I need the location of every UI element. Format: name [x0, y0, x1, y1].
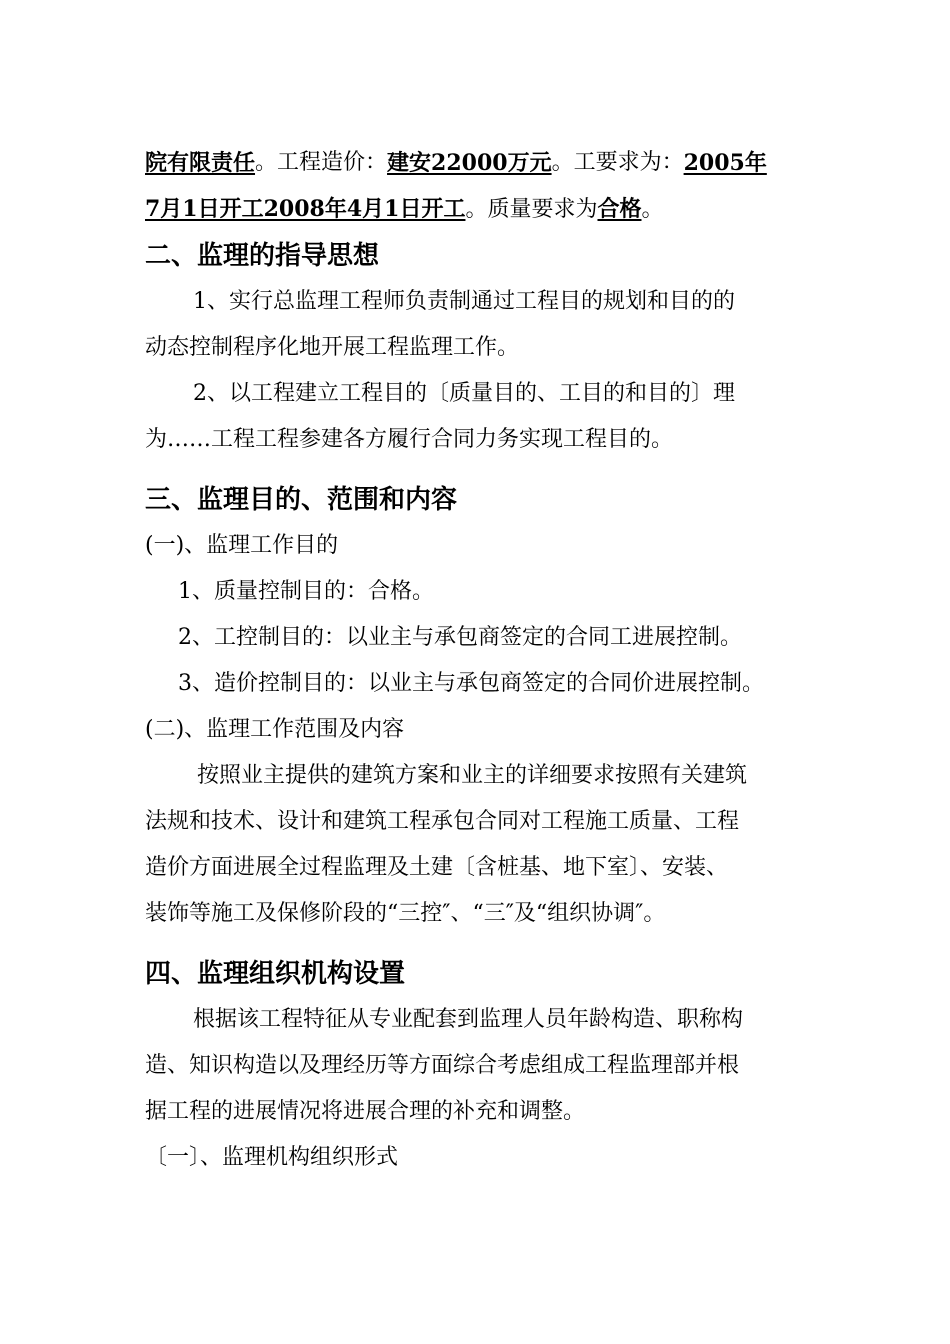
paragraph-line: 2、以工程建立工程目的〔质量目的、工目的和目的〕理: [193, 381, 735, 406]
intro-company: 院有限责任: [145, 150, 256, 176]
paragraph-line: 根据该工程特征从专业配套到监理人员年龄构造、职称构: [193, 1007, 744, 1032]
intro-cost-value: 建安22000万元: [387, 150, 552, 176]
paragraph-line: 据工程的进展情况将进展合理的补充和调整。: [145, 1099, 586, 1124]
subsection-title: (一)、监理工作目的: [145, 533, 339, 558]
intro-start-year: 2005年: [683, 150, 767, 176]
intro-cost-label: 。工程造价：: [255, 150, 388, 175]
paragraph-line: 装饰等施工及保修阶段的“三控″、“三″及“组织协调″。: [145, 901, 666, 926]
list-item: 2、工控制目的：以业主与承包商签定的合同工进展控制。: [178, 625, 742, 650]
list-item: 3、造价控制目的：以业主与承包商签定的合同价进展控制。: [178, 671, 764, 696]
document-body: [145, 140, 810, 1181]
paragraph-line: 动态控制程序化地开展工程监理工作。: [145, 335, 520, 360]
intro-period: 。: [641, 197, 664, 222]
intro-line-1: [145, 140, 810, 186]
intro-line-2: [145, 186, 810, 233]
subsection-title: 〔一〕、监理机构组织形式: [145, 1145, 399, 1170]
paragraph-line: 造、知识构造以及理经历等方面综合考虑组成工程监理部并根: [145, 1053, 740, 1078]
paragraph-line: 造价方面进展全过程监理及土建〔含桩基、地下室〕、安装、: [145, 855, 729, 880]
section-heading-organization: 四、监理组织机构设置: [145, 959, 406, 989]
intro-schedule-dates: 7月1日开工2008年4月1日开工: [145, 196, 466, 222]
paragraph-line: 为……工程工程参建各方履行合同力务实现工程目的。: [145, 427, 674, 452]
section-heading-objectives: 三、监理目的、范围和内容: [145, 485, 458, 515]
paragraph-line: 按照业主提供的建筑方案和业主的详细要求按照有关建筑: [197, 763, 748, 788]
intro-schedule-label: 。工要求为：: [551, 150, 684, 175]
paragraph-line: 法规和技术、设计和建筑工程承包合同对工程施工质量、工程: [145, 809, 740, 834]
intro-quality-label: 。质量要求为: [465, 197, 598, 222]
list-item: 1、质量控制目的：合格。: [178, 579, 434, 604]
section-heading-guiding-ideas: 二、监理的指导思想: [145, 241, 380, 271]
intro-quality-value: 合格: [597, 196, 642, 222]
subsection-title: (二)、监理工作范围及内容: [145, 717, 405, 742]
paragraph-line: 1、实行总监理工程师负责制通过工程目的规划和目的的: [193, 289, 735, 314]
